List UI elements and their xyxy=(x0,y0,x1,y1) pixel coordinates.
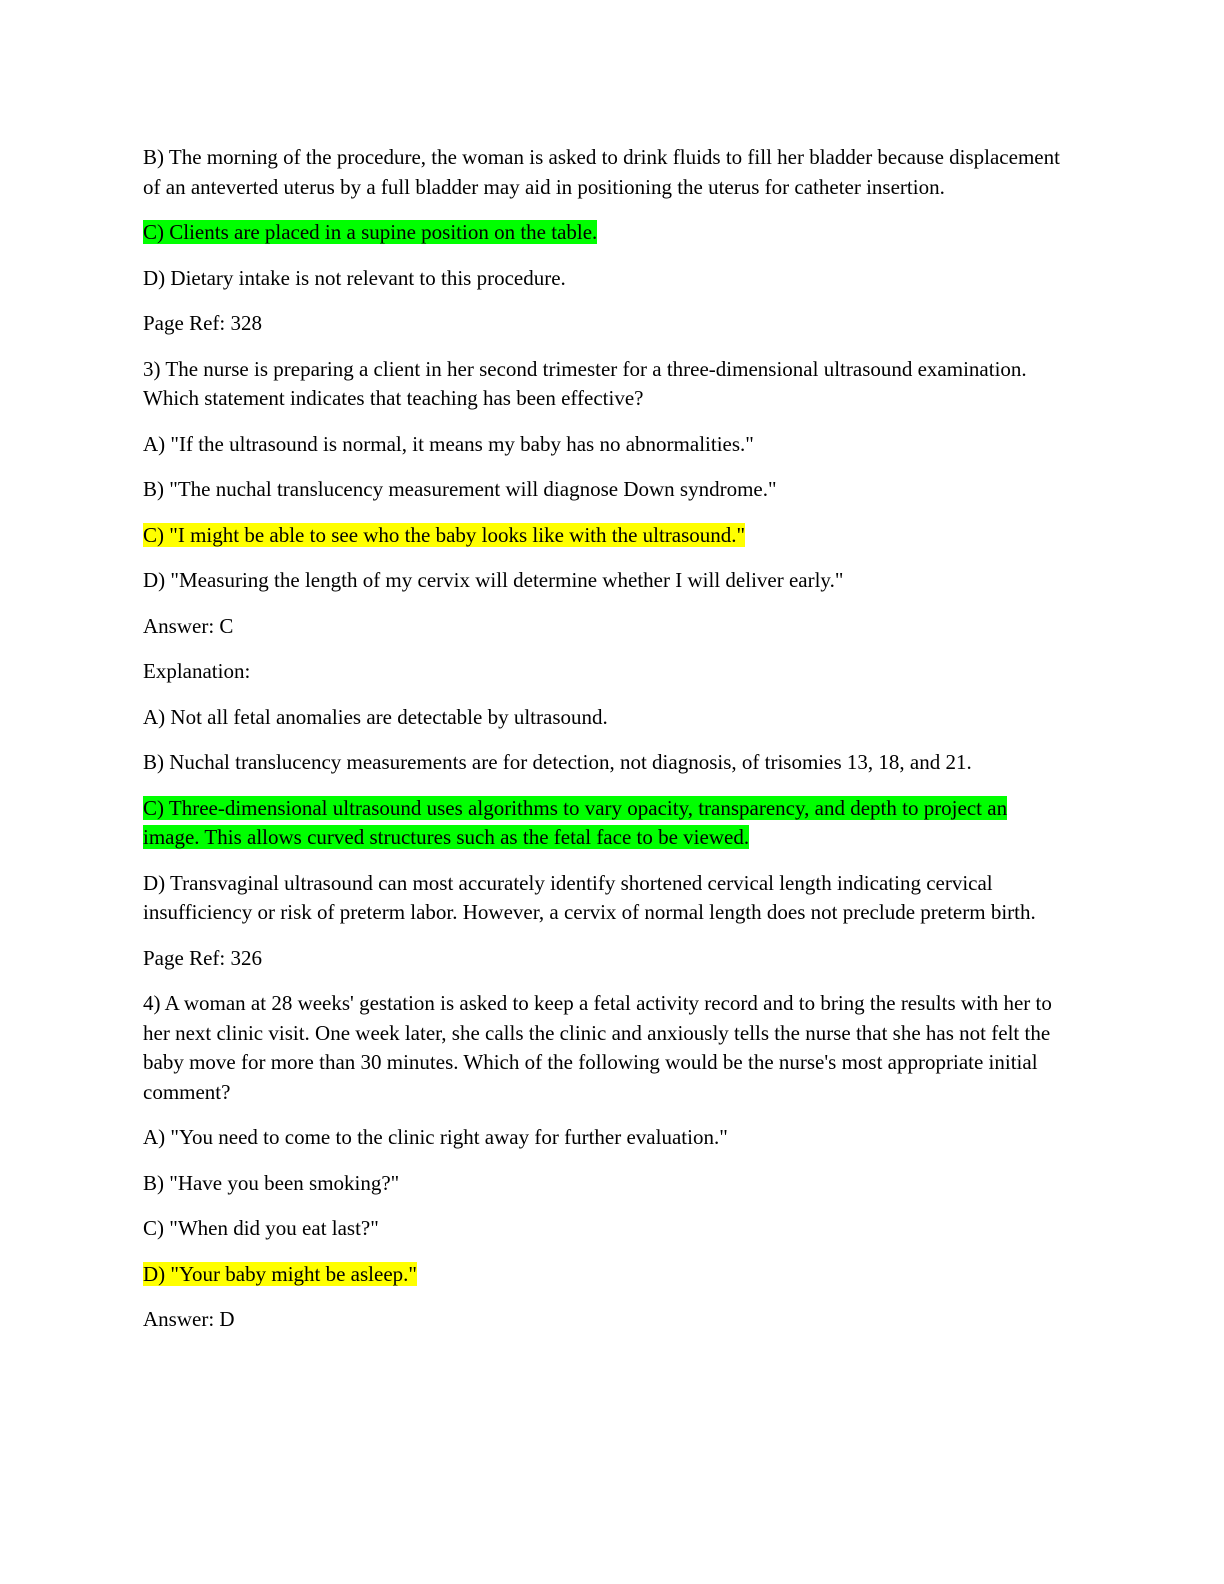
paragraph-text: Explanation: xyxy=(143,659,251,683)
paragraph-text: Page Ref: 326 xyxy=(143,945,262,970)
question-4 xyxy=(143,989,1068,1107)
paragraph-text: A) "If the ultrasound is normal, it means my baby has no abnormalities." xyxy=(143,431,754,456)
paragraph-text: D) "Measuring the length of my cervix will determine whether I will deliver early." xyxy=(143,568,844,592)
highlighted-text: C) Clients are placed in a supine position on the table. xyxy=(143,220,598,244)
highlighted-text: C) Three-dimensional ultrasound uses algorithms to vary opacity, transparency, and depth to project an image. This allows curved structures such as the fetal face to be viewed. xyxy=(143,795,1008,849)
paragraph-text: B) "Have you been smoking?" xyxy=(143,1170,400,1195)
q4-option-a xyxy=(143,1123,1068,1153)
paragraph-text: D) Transvaginal ultrasound can most accurately identify shortened cervical length indicating cervical insufficiency or risk of preterm labor. However, a cervix of normal length does not preclude preterm birth. xyxy=(143,870,1036,924)
highlighted-text: D) "Your baby might be asleep." xyxy=(143,1261,417,1286)
paragraph-text: A) Not all fetal anomalies are detectable by ultrasound. xyxy=(143,704,608,729)
paragraph-text: B) Nuchal translucency measurements are for detection, not diagnosis, of trisomies 13, 18, and 21. xyxy=(143,750,972,774)
question-3 xyxy=(143,355,1068,414)
page-ref-326 xyxy=(143,944,1068,974)
q3-explanation-b xyxy=(143,748,1068,778)
q3-explanation-d xyxy=(143,869,1068,928)
paragraph-text: 3) The nurse is preparing a client in her second trimester for a three-dimensional ultrasound examination. Which statement indicates that teaching has been effective? xyxy=(143,356,1027,410)
paragraph-text: Answer: C xyxy=(143,613,234,638)
q4-option-c xyxy=(143,1214,1068,1244)
paragraph-text: 4) A woman at 28 weeks' gestation is asked to keep a fetal activity record and to bring the results with her to her next clinic visit. One week later, she calls the clinic and anxiously tells the nurse that she has not felt the baby move for more than 30 minutes. Which of the following would be the nurse's most appropriate initial comment? xyxy=(143,991,1052,1104)
q3-explanation-a xyxy=(143,703,1068,733)
explanation-c-supine-correct xyxy=(143,218,1068,248)
q4-answer xyxy=(143,1305,1068,1335)
highlighted-text: C) "I might be able to see who the baby looks like with the ultrasound." xyxy=(143,522,746,547)
paragraph-text: Page Ref: 328 xyxy=(143,311,262,335)
document-page xyxy=(143,143,1068,1351)
paragraph-text: A) "You need to come to the clinic right away for further evaluation." xyxy=(143,1125,728,1149)
q3-option-b xyxy=(143,475,1068,505)
page-ref-328 xyxy=(143,309,1068,339)
q4-option-b xyxy=(143,1169,1068,1199)
q3-option-c-answer xyxy=(143,521,1068,551)
paragraph-text: B) The morning of the procedure, the woman is asked to drink fluids to fill her bladder because displacement of an anteverted uterus by a full bladder may aid in positioning the uterus for catheter insertion. xyxy=(143,145,1060,199)
q3-explanation-heading xyxy=(143,657,1068,687)
q3-answer xyxy=(143,612,1068,642)
paragraph-text: D) Dietary intake is not relevant to this procedure. xyxy=(143,265,566,290)
q3-explanation-c-correct xyxy=(143,794,1068,853)
explanation-d-dietary xyxy=(143,264,1068,294)
q4-option-d-answer xyxy=(143,1260,1068,1290)
paragraph-text: B) "The nuchal translucency measurement will diagnose Down syndrome." xyxy=(143,477,777,501)
explanation-b-bladder xyxy=(143,143,1068,202)
paragraph-text: C) "When did you eat last?" xyxy=(143,1216,379,1240)
q3-option-d xyxy=(143,566,1068,596)
q3-option-a xyxy=(143,430,1068,460)
paragraph-text: Answer: D xyxy=(143,1307,235,1331)
